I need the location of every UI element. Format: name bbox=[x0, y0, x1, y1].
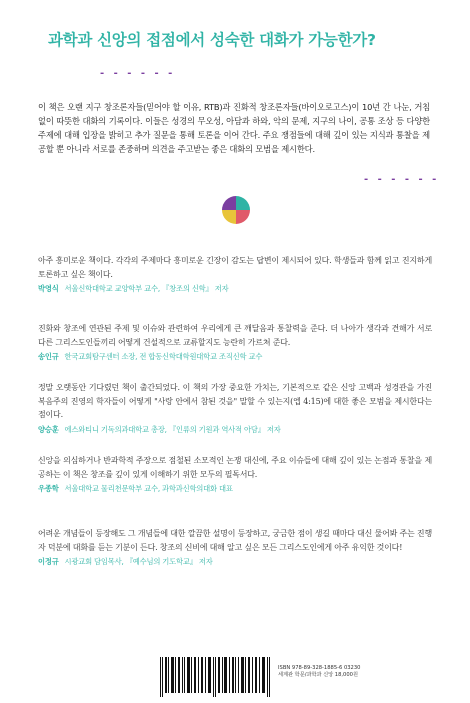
isbn-category-price: 세계관 학문/과학과 신앙 18,000원 bbox=[278, 672, 358, 678]
headline: 과학과 신앙의 접점에서 성숙한 대화가 가능한가? bbox=[48, 31, 376, 49]
barcode-icon bbox=[158, 657, 276, 697]
isbn-info bbox=[278, 665, 360, 679]
review-body: 아주 흥미로운 책이다. 각각의 주제마다 흥미로운 긴장이 감도는 답변이 제시되어 있다. 학생들과 함께 읽고 진지하게 토론하고 싶은 책이다. bbox=[38, 256, 432, 279]
review-1 bbox=[38, 254, 432, 294]
review-author-affiliation: 서울신학대학교 교양학부 교수, 『창조의 신학』 저자 bbox=[64, 284, 229, 293]
isbn-number: ISBN 978-89-328-1885-6 03230 bbox=[278, 665, 361, 671]
review-author-affiliation: 서울대학교 물리천문학부 교수, 과학과신학의대화 대표 bbox=[64, 484, 233, 493]
dots-right: - - - - - - bbox=[364, 174, 440, 185]
review-author-name: 양승훈 bbox=[38, 424, 59, 434]
review-author bbox=[38, 284, 432, 294]
logo-quadrant-bl bbox=[222, 210, 236, 224]
review-author bbox=[38, 352, 432, 362]
review-author-affiliation: 에스와티니 기독의과대학교 총장, 『인류의 기원과 역사적 아담』 저자 bbox=[64, 424, 281, 434]
publisher-logo-icon bbox=[222, 196, 250, 224]
review-author-affiliation: 한국교회탐구센터 소장, 전 합동신학대학원대학교 조직신학 교수 bbox=[64, 352, 263, 361]
review-body: 어려운 개념들이 등장해도 그 개념들에 대한 깔끔한 설명이 등장하고, 궁금한 점이 생길 때마다 대신 물어봐 주는 진행자 덕분에 대화를 듣는 기분이 든다. 창조의 신비에 대해 알고 싶은 모든 그리스도인에게 아주 유익한 것이다! bbox=[38, 529, 432, 552]
intro-text: 이 책은 오랜 지구 창조론자들(믿어야 할 이유, RTB)과 진화적 창조론자들(바이오로고스)이 10년 간 나눈, 거침없이 따뜻한 대화의 기록이다. 이들은 성경의 무오성, 아담과 하와, 악의 문제, 지구의 나이, 공통 조상 등 다양한 주제에 대해 입장을 밝히고 추가 질문을 통해 토론을 이어 간다. 주요 쟁점들에 대해 깊이 있는 지식과 통찰을 제공할 뿐 아니라 서로를 존중하며 의견을 주고받는 좋은 대화의 모범을 제시한다. bbox=[38, 102, 430, 154]
review-author-affiliation: 시광교회 담임목사, 『예수님의 기도학교』 저자 bbox=[64, 557, 213, 566]
review-2 bbox=[38, 322, 432, 362]
review-5 bbox=[38, 527, 432, 567]
dots-top: - - - - - - bbox=[100, 68, 176, 79]
logo-quadrant-tl bbox=[222, 196, 236, 210]
review-3 bbox=[38, 381, 432, 435]
barcode bbox=[158, 657, 276, 697]
review-author-name: 송인규 bbox=[38, 352, 59, 361]
review-body: 정말 오랫동안 기다렸던 책이 출간되었다. 이 책의 가장 중요한 가치는, 기본적으로 같은 신앙 고백과 성경관을 가진 복음주의 진영의 학자들이 어떻게 "사랑 안에서 참된 것을" 말할 수 있는지(엡 4:15)에 대한 좋은 모범을 제시한다는 점이다. bbox=[38, 383, 432, 419]
review-body: 진화와 창조에 연관된 주제 및 이슈와 관련하여 우리에게 큰 깨달음과 통찰력을 준다. 더 나아가 생각과 견해가 서로 다른 그리스도인들끼리 어떻게 건설적으로 교류할지도 능란히 가르쳐 준다. bbox=[38, 324, 432, 347]
logo-quadrant-br bbox=[236, 210, 250, 224]
review-author bbox=[38, 425, 432, 435]
review-author-name: 우종학 bbox=[38, 484, 59, 493]
review-author-name: 이정규 bbox=[38, 557, 59, 566]
logo-quadrant-tr bbox=[236, 196, 250, 210]
review-author-name: 박영식 bbox=[38, 284, 59, 293]
review-author bbox=[38, 557, 432, 567]
review-4 bbox=[38, 454, 432, 494]
review-author bbox=[38, 484, 432, 494]
review-body: 신앙을 의심하거나 반과학적 주장으로 점철된 소모적인 논쟁 대신에, 주요 이슈들에 대해 깊이 있는 논점과 통찰을 제공하는 이 책은 창조를 깊이 있게 이해하기 위한 모두의 필독서다. bbox=[38, 456, 432, 479]
